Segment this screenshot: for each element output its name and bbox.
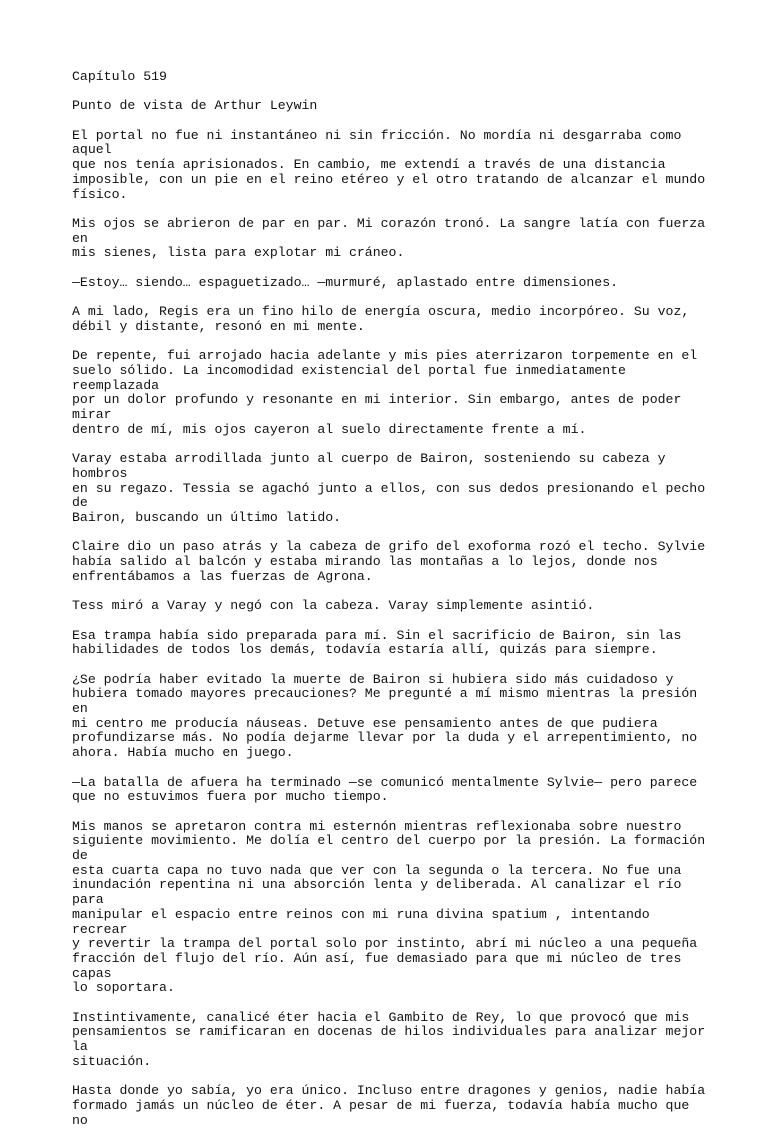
paragraph: A mi lado, Regis era un fino hilo de energía oscura, medio incorpóreo. Su voz, débil y distante, resonó en mi mente. (72, 304, 690, 334)
paragraph: Mis ojos se abrieron de par en par. Mi corazón tronó. La sangre latía con fuerza en mis sienes, lista para explotar mi cráneo. (72, 215, 706, 261)
paragraph: —La batalla de afuera ha terminado —se comunicó mentalmente Sylvie— pero parece que no estuvimos fuera por mucho tiempo. (72, 774, 698, 805)
document-page (72, 70, 712, 1143)
paragraph: —Estoy… siendo… espaguetizado… —murmuré, aplastado entre dimensiones. (72, 274, 619, 290)
paragraph: Tess miró a Varay y negó con la cabeza. Varay simplemente asintió. (72, 598, 595, 614)
paragraph: Hasta donde yo sabía, yo era único. Incluso entre dragones y genios, nadie había formado jamás un núcleo de éter. A pesar de mi fuerza, todavía había mucho que no (72, 1083, 706, 1128)
paragraph: Mis manos se apretaron contra mi esternón mientras reflexionaba sobre nuestro siguiente movimiento. Me dolía el centro del cuerpo por la presión. La formación de esta cuarta capa no tuvo nada que ver con la segunda o la tercera. No fue una inundación repentina ni una absorción lenta y deliberada. Al canalizar el río para manipular el espacio entre reinos con mi runa divina spatium , intentando recrear y revertir la trampa del portal solo por instinto, abrí mi núcleo a una pequeña fracción del flujo del río. Aún así, fue demasiado para que mi núcleo de tres capas lo soportara. (72, 818, 706, 996)
paragraph: Claire dio un paso atrás y la cabeza de grifo del exoforma rozó el techo. Sylvie había salido al balcón y estaba mirando las montañas a lo lejos, donde nos enfrentábamos a las fuerzas de Agrona. (72, 539, 706, 584)
chapter-heading: Capítulo 519 (72, 69, 167, 84)
paragraph: De repente, fui arrojado hacia adelante y mis pies aterrizaron torpemente en el suelo sólido. La incomodidad existencial del portal fue inmediatamente reemplazada por un dolor profundo y resonante en mi interior. Sin embargo, antes de poder mirar dentro de mí, mis ojos cayeron al suelo directamente frente a mí. (72, 348, 698, 437)
paragraph: Instintivamente, canalicé éter hacia el Gambito de Rey, lo que provocó que mis pensamientos se ramificaran en docenas de hilos individuales para analizar mejor la situación. (72, 1009, 706, 1069)
pov-subheading: Punto de vista de Arthur Leywin (72, 98, 318, 114)
paragraph: Esa trampa había sido preparada para mí. Sin el sacrificio de Bairon, sin las habilidades de todos los demás, todavía estaría allí, quizás para siempre. (72, 627, 682, 658)
paragraph: ¿Se podría haber evitado la muerte de Bairon si hubiera sido más cuidadoso y hubiera tomado mayores precauciones? Me pregunté a mí mismo mientras la presión en mi centro me producía náuseas. Detuve ese pensamiento antes de que pudiera profundizarse más. No podía dejarme llevar por la duda y el arrepentimiento, no ahora. Había mucho en juego. (72, 671, 698, 761)
paragraph: Varay estaba arrodillada junto al cuerpo de Bairon, sosteniendo su cabeza y hombros en su regazo. Tessia se agachó junto a ellos, con sus dedos presionando el pecho de Bairon, buscando un último latido. (72, 451, 706, 525)
paragraph: El portal no fue ni instantáneo ni sin fricción. No mordía ni desgarraba como aquel que nos tenía aprisionados. En cambio, me extendí a través de una distancia imposible, con un pie en el reino etéreo y el otro tratando de alcanzar el mundo físico. (72, 127, 706, 202)
